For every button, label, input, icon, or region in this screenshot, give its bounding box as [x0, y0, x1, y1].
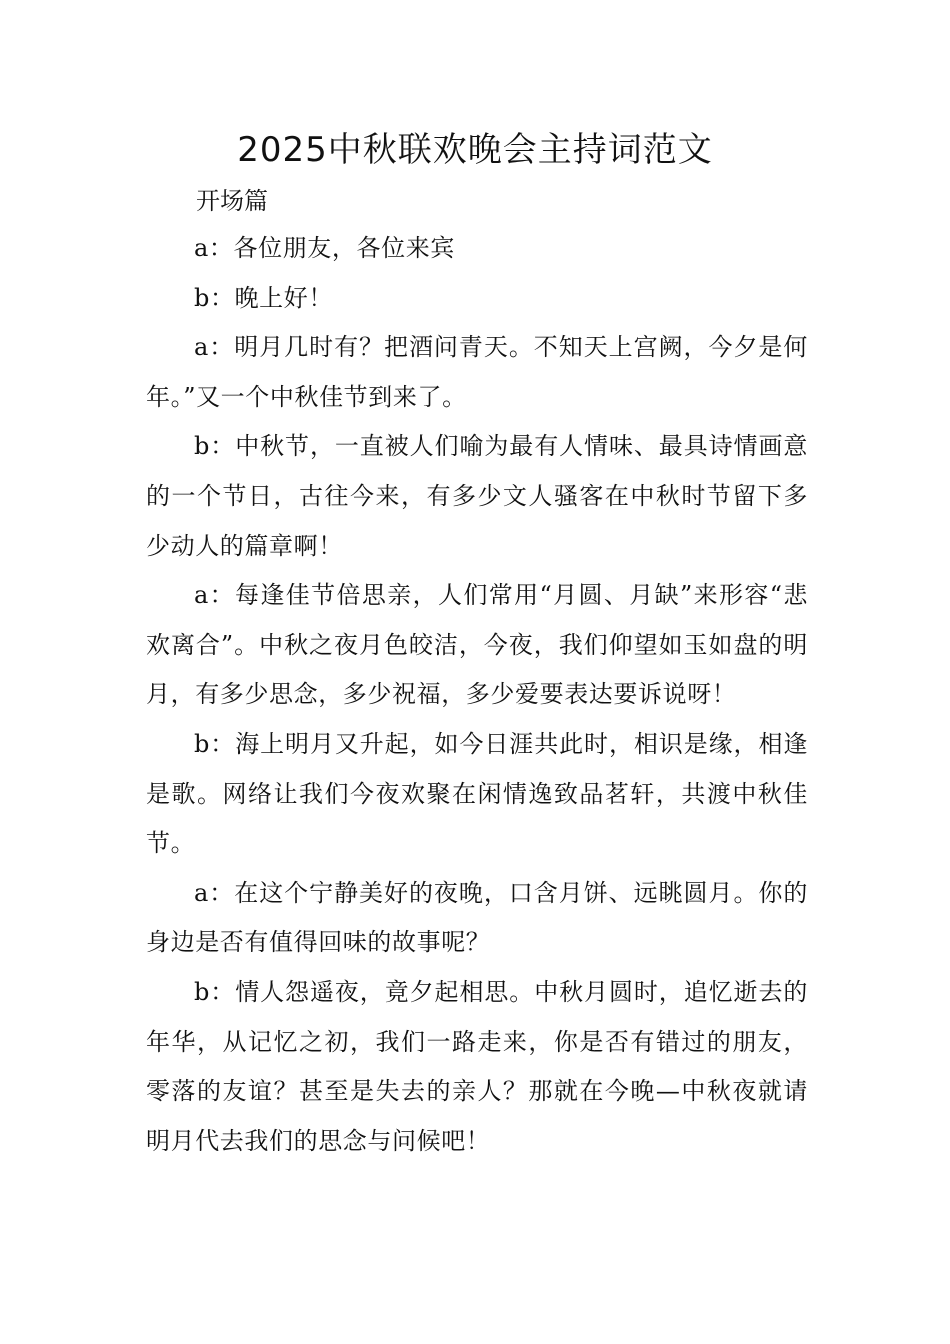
dialogue-paragraph: a：在这个宁静美好的夜晚，口含月饼、远眺圆月。你的身边是否有值得回味的故事呢？: [146, 878, 808, 957]
dialogue-paragraph: b：情人怨遥夜，竟夕起相思。中秋月圆时，追忆逝去的年华，从记忆之初，我们一路走来，你是否有错过的朋友，零落的友谊？甚至是失去的亲人？那就在今晚—中秋夜就请明月代去我们的思念与问候吧！: [146, 977, 808, 1155]
dialogue-paragraph: a：每逢佳节倍思亲，人们常用“月圆、月缺”来形容“悲欢离合”。中秋之夜月色皎洁，今夜，我们仰望如玉如盘的明月，有多少思念，多少祝福，多少爱要表达要诉说呀！: [146, 581, 808, 709]
dialogue-paragraph: b：晚上好！: [194, 283, 333, 312]
document-body: [146, 224, 808, 1166]
section-heading: 开场篇: [196, 187, 268, 215]
document-title: 2025中秋联欢晚会主持词范文: [237, 130, 713, 170]
dialogue-paragraph: a：各位朋友，各位来宾: [194, 234, 455, 262]
dialogue-paragraph: b：海上明月又升起，如今日涯共此时，相识是缘，相逢是歌。网络让我们今夜欢聚在闲情逸致品茗轩，共渡中秋佳节。: [146, 729, 808, 858]
dialogue-paragraph: a：明月几时有？把酒问青天。不知天上宫阙，今夕是何年。”又一个中秋佳节到来了。: [146, 333, 808, 411]
dialogue-paragraph: b：中秋节，一直被人们喻为最有人情味、最具诗情画意的一个节日，古往今来，有多少文人骚客在中秋时节留下多少动人的篇章啊！: [146, 432, 808, 560]
